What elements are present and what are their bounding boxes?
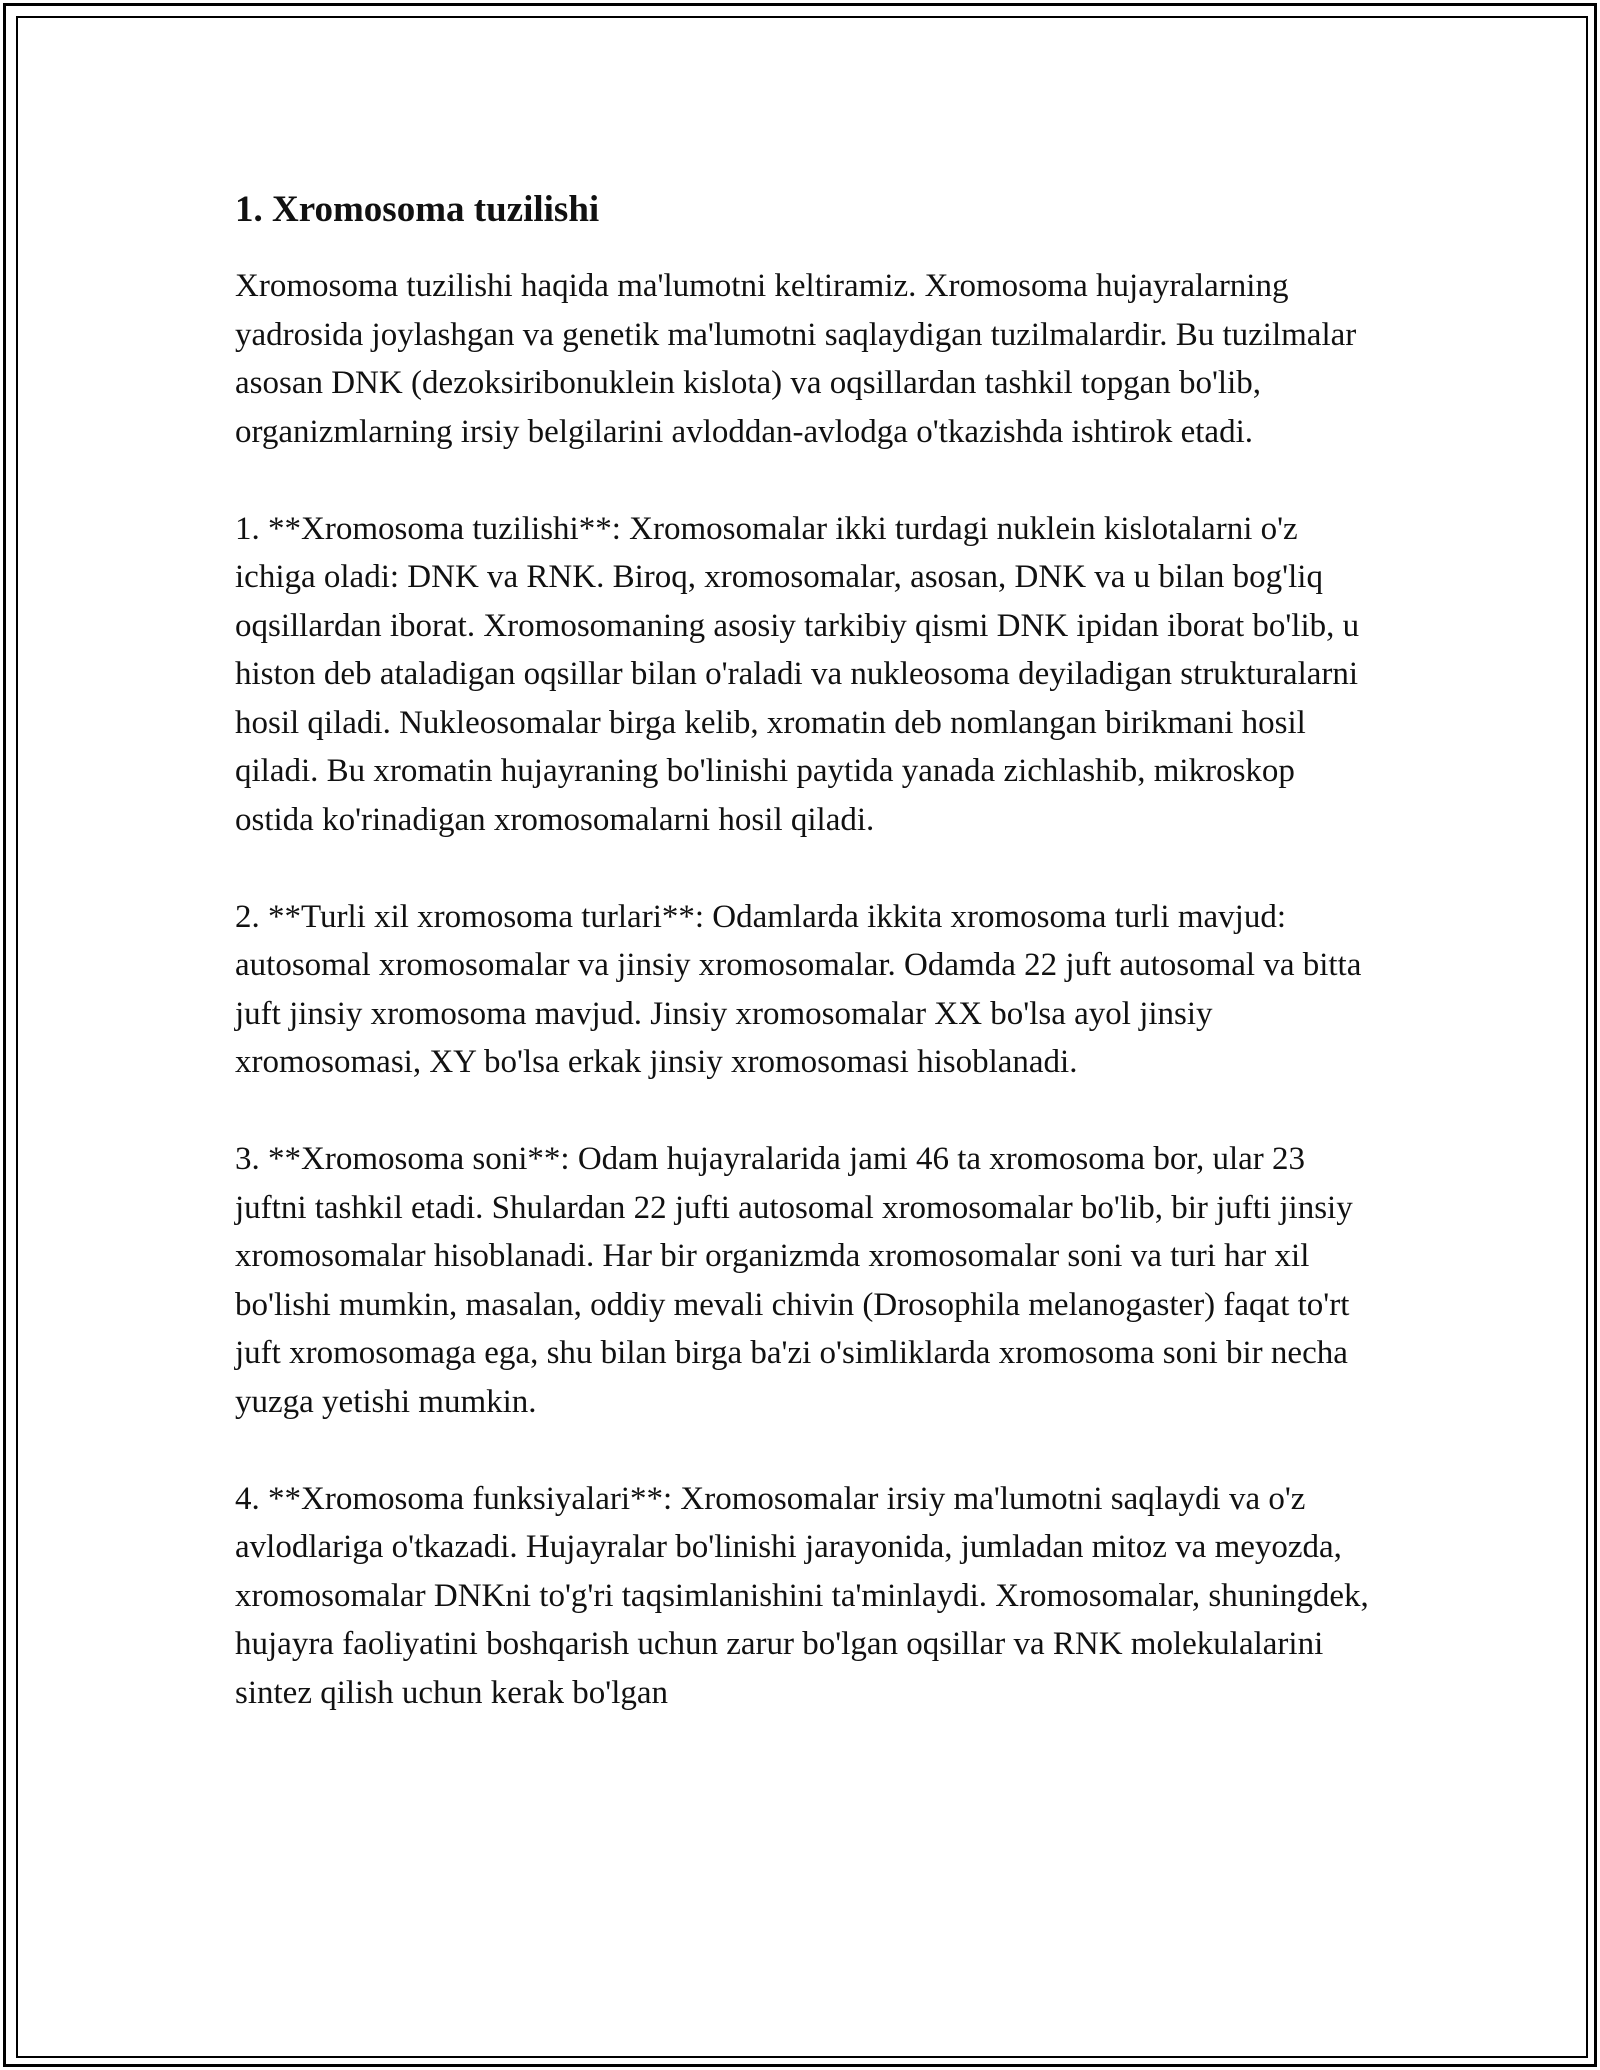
- paragraph-functions: 4. **Xromosoma funksiyalari**: Xromosomalar irsiy ma'lumotni saqlaydi va o'z avlodlariga o'tkazadi. Hujayralar bo'linishi jarayonida, jumladan mitoz va meyozda, xromosomalar DNKni to'g'ri taqsimlanishini ta'minlaydi. Xromosomalar, shuningdek, hujayra faoliyatini boshqarish uchun zarur bo'lgan oqsillar va RNK molekulalarini sintez qilish uchun kerak bo'lgan: [235, 1480, 1369, 1711]
- paragraph-count: 3. **Xromosoma soni**: Odam hujayralarida jami 46 ta xromosoma bor, ular 23 juftni tashkil etadi. Shulardan 22 jufti autosomal xromosomalar bo'lib, bir jufti jinsiy xromosomalar hisoblanadi. Har bir organizmda xromosomalar soni va turi har xil bo'lishi mumkin, masalan, oddiy mevali chivin (Drosophila melanogaster) faqat to'rt juft xromosomaga ega, shu bilan birga ba'zi o'simliklarda xromosoma soni bir necha yuzga yetishi mumkin.: [235, 1141, 1353, 1420]
- paragraph-structure: 1. **Xromosoma tuzilishi**: Xromosomalar ikki turdagi nuklein kislotalarni o'z ichiga oladi: DNK va RNK. Biroq, xromosomalar, asosan, DNK va u bilan bog'liq oqsillardan iborat. Xromosomaning asosiy tarkibiy qismi DNK ipidan iborat bo'lib, u histon deb ataladigan oqsillar bilan o'raladi va nukleosoma deyiladigan strukturalarni hosil qiladi. Nukleosomalar birga kelib, xromatin deb nomlangan birikmani hosil qiladi. Bu xromatin hujayraning bo'linishi paytida yanada zichlashib, mikroskop ostida ko'rinadigan xromosomalarni hosil qiladi.: [235, 510, 1360, 838]
- document-body: [235, 186, 1375, 1717]
- intro-paragraph: Xromosoma tuzilishi haqida ma'lumotni keltiramiz. Xromosoma hujayralarning yadrosida joylashgan va genetik ma'lumotni saqlaydigan tuzilmalardir. Bu tuzilmalar asosan DNK (dezoksiribonuklein kislota) va oqsillardan tashkil topgan bo'lib, organizmlarning irsiy belgilarini avloddan-avlodga o'tkazishda ishtirok etadi.: [235, 268, 1357, 450]
- section-heading: 1. Xromosoma tuzilishi: [235, 189, 600, 230]
- paragraph-types: 2. **Turli xil xromosoma turlari**: Odamlarda ikkita xromosoma turli mavjud: autosomal xromosomalar va jinsiy xromosomalar. Odamda 22 juft autosomal va bitta juft jinsiy xromosoma mavjud. Jinsiy xromosomalar XX bo'lsa ayol jinsiy xromosomasi, XY bo'lsa erkak jinsiy xromosomasi hisoblanadi.: [235, 898, 1362, 1080]
